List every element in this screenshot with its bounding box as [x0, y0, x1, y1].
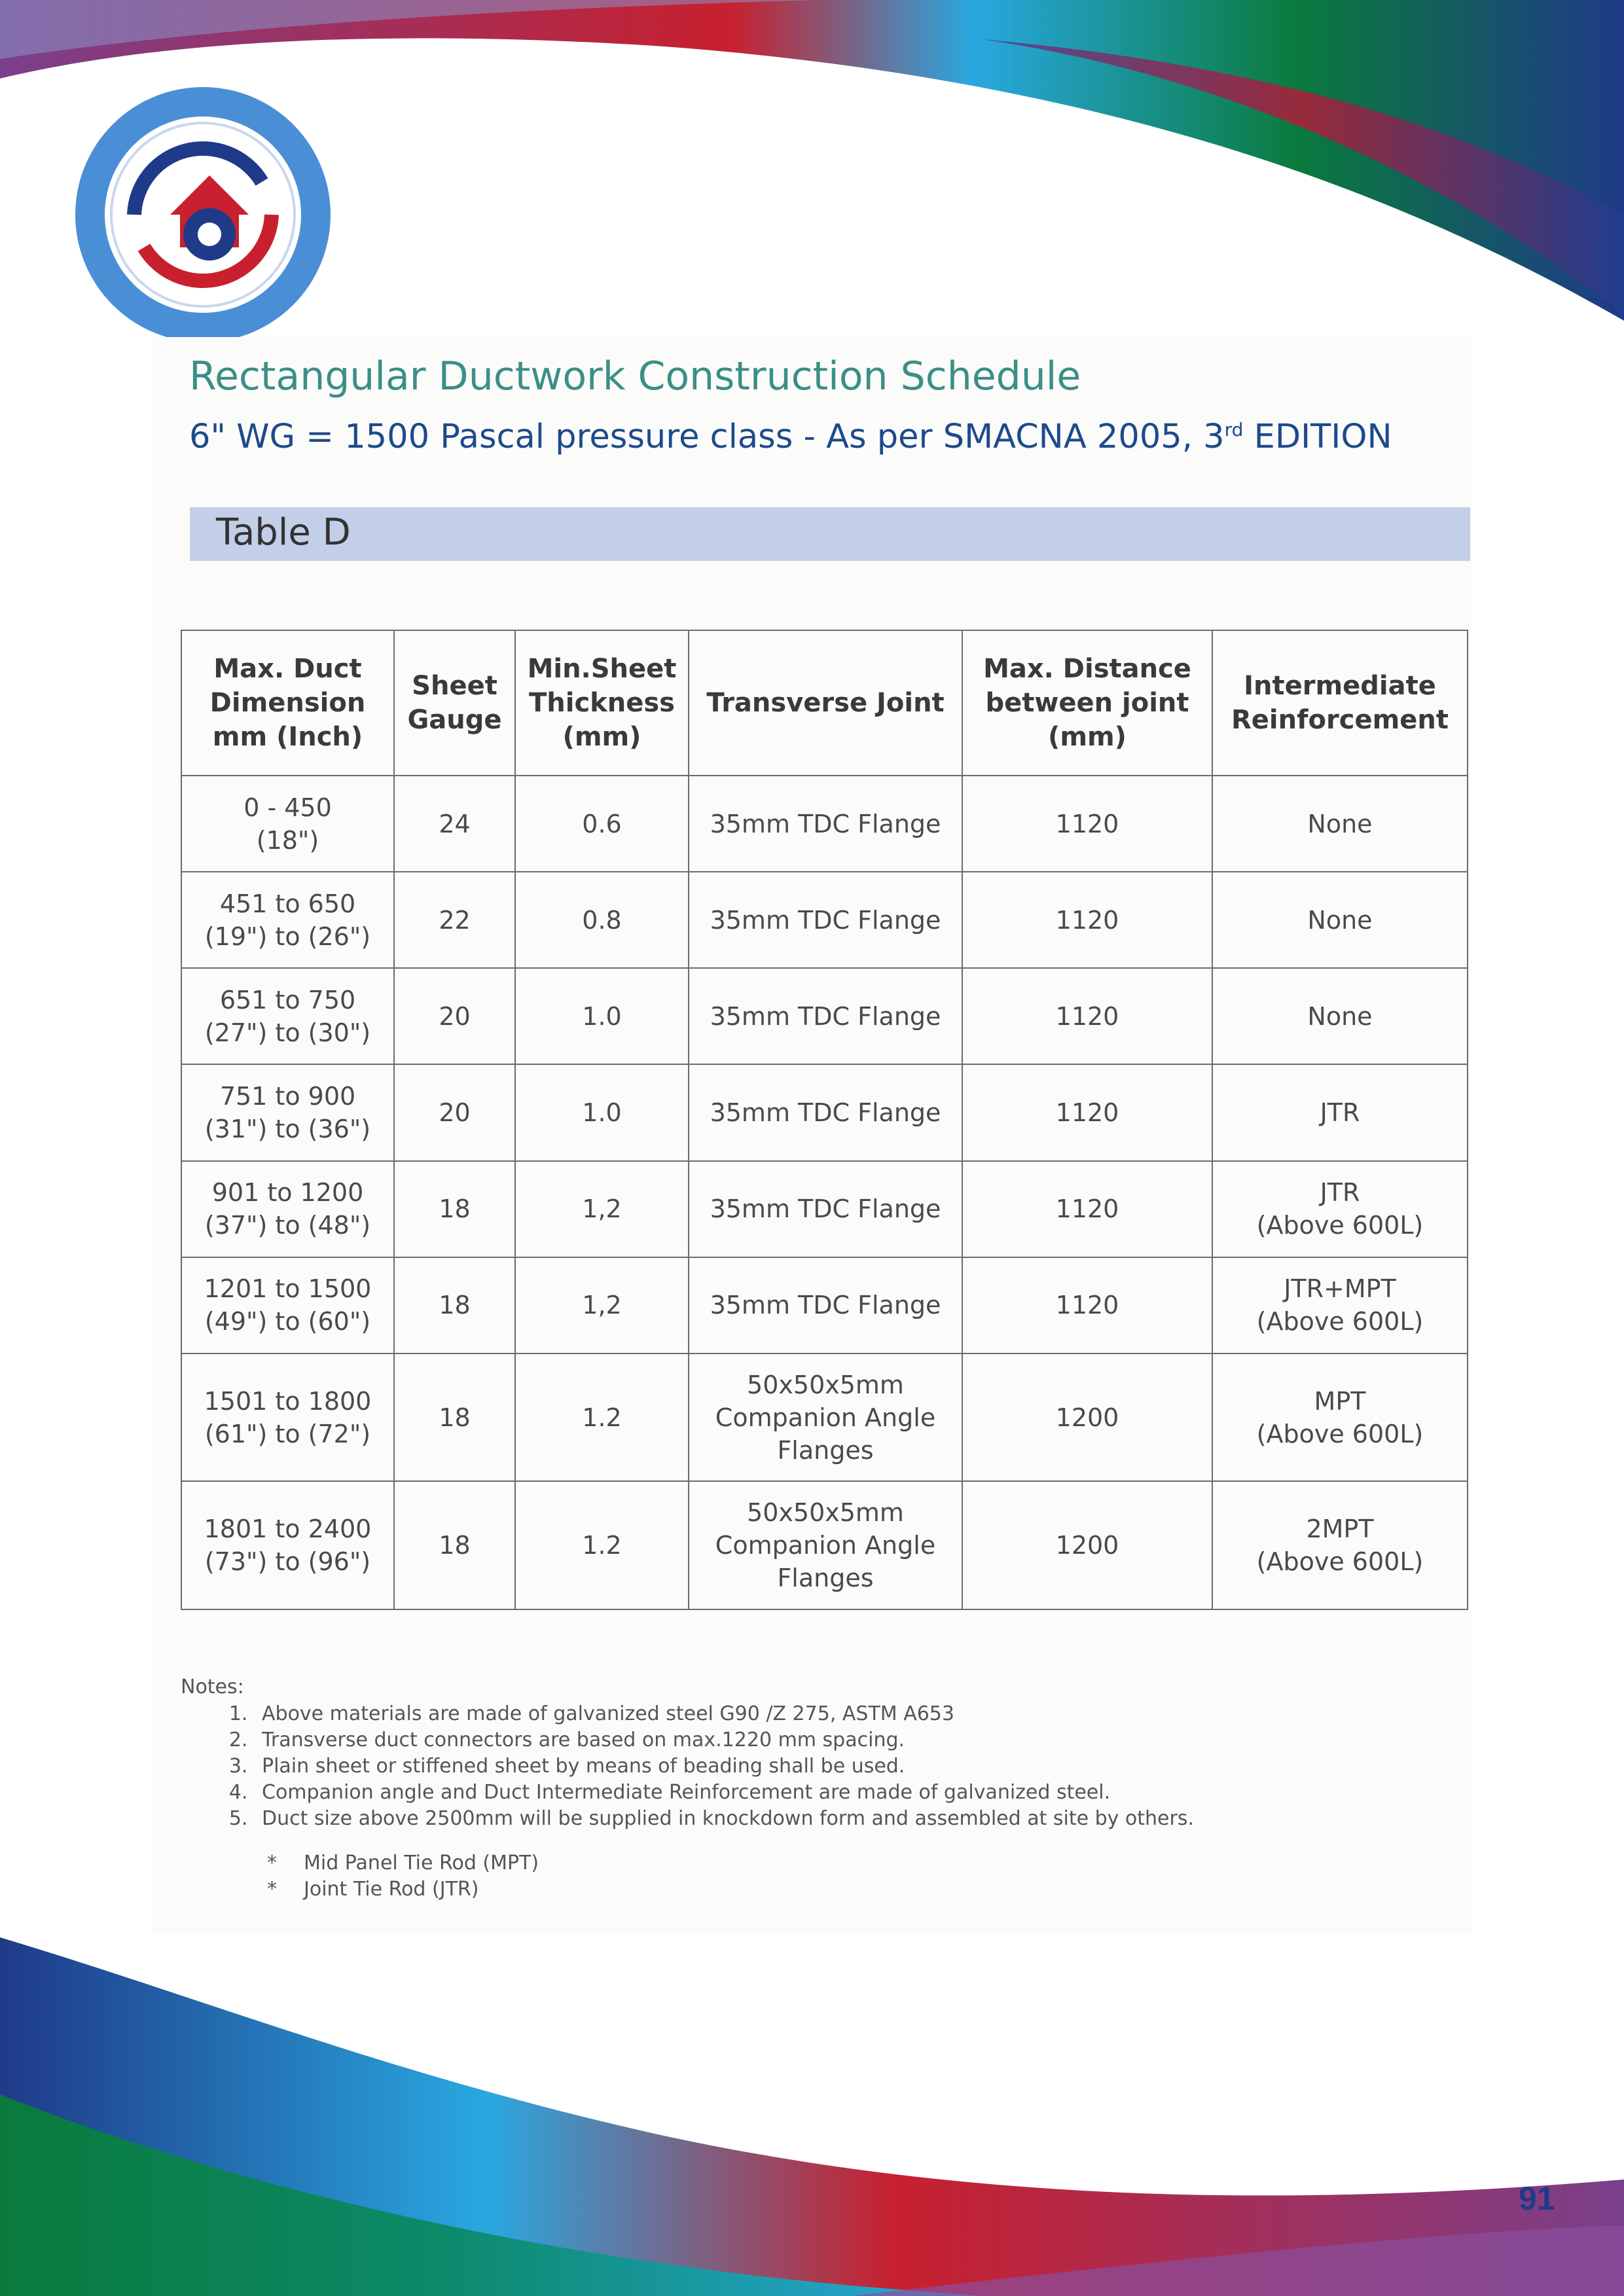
sheet-gauge-cell-line: 18 [439, 1291, 471, 1320]
column-header: Min.Sheet Thickness (mm) [515, 630, 689, 776]
page-subtitle: 6" WG = 1500 Pascal pressure class - As per SMACNA 2005, 3rd EDITION [189, 418, 1392, 456]
joint-distance-cell [962, 1481, 1212, 1609]
joint-distance-cell-line: 1120 [1055, 1098, 1119, 1127]
joint-distance-cell-line: 1200 [1055, 1531, 1119, 1560]
sheet-gauge-cell [394, 968, 515, 1064]
duct-dimension-cell-line: (73") to (96") [204, 1547, 371, 1577]
reinforcement-cell [1212, 1064, 1468, 1160]
duct-dimension-cell-line: 451 to 650 [219, 889, 356, 918]
reinforcement-cell [1212, 968, 1468, 1064]
column-header: Max. Distance between joint (mm) [962, 630, 1212, 776]
joint-distance-cell [962, 872, 1212, 968]
sheet-thickness-cell [515, 776, 689, 872]
transverse-joint-cell [689, 1161, 962, 1257]
sheet-thickness-cell-line: 1,2 [582, 1194, 622, 1224]
sheet-thickness-cell [515, 968, 689, 1064]
reinforcement-cell-line: (Above 600L) [1256, 1307, 1424, 1336]
duct-dimension-cell-line: (49") to (60") [204, 1307, 371, 1336]
transverse-joint-cell-line: 35mm TDC Flange [710, 1194, 941, 1224]
joint-distance-cell [962, 1354, 1212, 1482]
joint-distance-cell [962, 968, 1212, 1064]
transverse-joint-cell [689, 1064, 962, 1160]
sheet-gauge-cell [394, 1257, 515, 1354]
joint-distance-cell [962, 1257, 1212, 1354]
transverse-joint-cell [689, 872, 962, 968]
sheet-thickness-cell-line: 1.0 [582, 1098, 622, 1127]
duct-dimension-cell-line: (19") to (26") [204, 922, 371, 951]
transverse-joint-cell [689, 968, 962, 1064]
duct-dimension-cell-line: (31") to (36") [204, 1114, 371, 1143]
duct-schedule-table [181, 630, 1468, 1610]
joint-distance-cell-line: 1120 [1055, 1001, 1119, 1031]
reinforcement-cell-line: JTR+MPT [1284, 1274, 1396, 1304]
notes-heading: Notes: [181, 1676, 244, 1698]
joint-distance-cell-line: 1120 [1055, 1194, 1119, 1224]
reinforcement-cell-line: (Above 600L) [1256, 1211, 1424, 1240]
reinforcement-cell [1212, 776, 1468, 872]
transverse-joint-cell-line: 35mm TDC Flange [710, 1291, 941, 1320]
transverse-joint-cell [689, 776, 962, 872]
sheet-gauge-cell-line: 18 [439, 1194, 471, 1224]
joint-distance-cell [962, 1161, 1212, 1257]
reinforcement-cell-line: 2MPT [1306, 1515, 1374, 1544]
sheet-thickness-cell [515, 1161, 689, 1257]
sheet-thickness-cell [515, 1354, 689, 1482]
column-header: Transverse Joint [689, 630, 962, 776]
reinforcement-cell [1212, 1354, 1468, 1482]
sheet-gauge-cell-line: 24 [439, 809, 471, 838]
sheet-gauge-cell [394, 1354, 515, 1482]
joint-distance-cell-line: 1120 [1055, 1291, 1119, 1320]
table-label-band [190, 507, 1470, 561]
sheet-gauge-cell-line: 20 [439, 1098, 471, 1127]
duct-dimension-cell-line: (61") to (72") [204, 1419, 371, 1448]
table-row [181, 1064, 1468, 1160]
sheet-gauge-cell-line: 22 [439, 905, 471, 935]
reinforcement-cell-line: JTR [1320, 1098, 1360, 1127]
sheet-thickness-cell [515, 1257, 689, 1354]
reinforcement-cell-line: MPT [1314, 1386, 1366, 1416]
reinforcement-cell-line: None [1307, 1001, 1373, 1031]
duct-dimension-cell-line: 1501 to 1800 [204, 1386, 372, 1416]
transverse-joint-cell [689, 1257, 962, 1354]
transverse-joint-cell-line: 35mm TDC Flange [710, 809, 941, 838]
duct-dimension-cell-line: (37") to (48") [204, 1211, 371, 1240]
reinforcement-cell [1212, 872, 1468, 968]
sheet-thickness-cell-line: 1.2 [582, 1403, 622, 1432]
duct-dimension-cell [181, 776, 394, 872]
sheet-gauge-cell [394, 1161, 515, 1257]
sheet-gauge-cell [394, 872, 515, 968]
sheet-thickness-cell-line: 0.8 [582, 905, 622, 935]
table-body [181, 776, 1468, 1609]
bottom-decorative-swoosh [0, 1918, 1624, 2296]
page-number: 91 [1519, 2180, 1555, 2217]
joint-distance-cell-line: 1120 [1055, 905, 1119, 935]
duct-dimension-cell-line: 0 - 450 [244, 793, 332, 822]
transverse-joint-cell-line: Companion Angle [715, 1531, 936, 1560]
sheet-thickness-cell [515, 1064, 689, 1160]
duct-dimension-cell-line: (18") [256, 825, 319, 855]
transverse-joint-cell-line: 50x50x5mm [747, 1370, 904, 1399]
joint-distance-cell-line: 1200 [1055, 1403, 1119, 1432]
reinforcement-cell-line: JTR [1320, 1178, 1360, 1208]
reinforcement-cell-line: (Above 600L) [1256, 1419, 1424, 1448]
duct-dimension-cell-line: 1201 to 1500 [204, 1274, 372, 1304]
note-item: 3. Plain sheet or stiffened sheet by means of beading shall be used. [254, 1753, 1194, 1780]
abbreviation-legend [181, 1850, 1194, 1903]
duct-dimension-cell-line: 1801 to 2400 [204, 1515, 372, 1544]
duct-dimension-cell [181, 968, 394, 1064]
reinforcement-cell-line: (Above 600L) [1256, 1547, 1424, 1577]
note-item: 5. Duct size above 2500mm will be supplied in knockdown form and assembled at site by others. [254, 1806, 1194, 1832]
joint-distance-cell [962, 1064, 1212, 1160]
sheet-gauge-cell [394, 1481, 515, 1609]
note-item: 2. Transverse duct connectors are based on max.1220 mm spacing. [254, 1727, 1194, 1753]
duct-dimension-cell [181, 1064, 394, 1160]
notes-list [181, 1701, 1194, 1832]
sheet-thickness-cell-line: 1.2 [582, 1531, 622, 1560]
page-title: Rectangular Ductwork Construction Schedule [189, 353, 1081, 399]
table-row [181, 1161, 1468, 1257]
duct-dimension-cell-line: 651 to 750 [219, 985, 356, 1014]
sheet-gauge-cell-line: 20 [439, 1001, 471, 1031]
reinforcement-cell [1212, 1481, 1468, 1609]
table-label: Table D [216, 511, 351, 554]
sheet-gauge-cell [394, 1064, 515, 1160]
reinforcement-cell [1212, 1161, 1468, 1257]
joint-distance-cell [962, 776, 1212, 872]
sheet-thickness-cell-line: 1.0 [582, 1001, 622, 1031]
reinforcement-cell-line: None [1307, 905, 1373, 935]
duct-dimension-cell [181, 1161, 394, 1257]
table-row [181, 1354, 1468, 1482]
transverse-joint-cell-line: Companion Angle [715, 1403, 936, 1432]
sheet-thickness-cell-line: 0.6 [582, 809, 622, 838]
table-row [181, 872, 1468, 968]
column-header: Intermediate Reinforcement [1212, 630, 1468, 776]
duct-dimension-cell-line: 751 to 900 [219, 1081, 356, 1111]
sheet-thickness-cell-line: 1,2 [582, 1291, 622, 1320]
table-row [181, 1257, 1468, 1354]
transverse-joint-cell-line: 35mm TDC Flange [710, 1098, 941, 1127]
transverse-joint-cell-line: 50x50x5mm [747, 1498, 904, 1528]
duct-dimension-cell [181, 1481, 394, 1609]
notes-section [181, 1676, 1194, 1903]
legend-item: * Mid Panel Tie Rod (MPT) [259, 1850, 1194, 1876]
duct-dimension-cell [181, 1257, 394, 1354]
transverse-joint-cell [689, 1354, 962, 1482]
duct-dimension-cell-line: 901 to 1200 [211, 1178, 364, 1208]
transverse-joint-cell-line: 35mm TDC Flange [710, 905, 941, 935]
sheet-gauge-cell-line: 18 [439, 1403, 471, 1432]
table-row [181, 1481, 1468, 1609]
duct-dimension-cell-line: (27") to (30") [204, 1018, 371, 1047]
company-logo [72, 84, 334, 346]
sheet-gauge-cell-line: 18 [439, 1531, 471, 1560]
note-item: 4. Companion angle and Duct Intermediate Reinforcement are made of galvanized steel. [254, 1780, 1194, 1806]
table-row [181, 968, 1468, 1064]
sheet-gauge-cell [394, 776, 515, 872]
duct-dimension-cell [181, 1354, 394, 1482]
transverse-joint-cell [689, 1481, 962, 1609]
reinforcement-cell-line: None [1307, 809, 1373, 838]
sheet-thickness-cell [515, 872, 689, 968]
duct-dimension-cell [181, 872, 394, 968]
note-item: 1. Above materials are made of galvanized steel G90 /Z 275, ASTM A653 [254, 1701, 1194, 1727]
column-header: Max. Duct Dimension mm (Inch) [181, 630, 394, 776]
joint-distance-cell-line: 1120 [1055, 809, 1119, 838]
sheet-thickness-cell [515, 1481, 689, 1609]
column-header: Sheet Gauge [394, 630, 515, 776]
transverse-joint-cell-line: Flanges [777, 1435, 874, 1465]
reinforcement-cell [1212, 1257, 1468, 1354]
legend-item: * Joint Tie Rod (JTR) [259, 1876, 1194, 1903]
transverse-joint-cell-line: Flanges [777, 1564, 874, 1593]
transverse-joint-cell-line: 35mm TDC Flange [710, 1001, 941, 1031]
table-header-row [181, 630, 1468, 776]
table-row [181, 776, 1468, 872]
